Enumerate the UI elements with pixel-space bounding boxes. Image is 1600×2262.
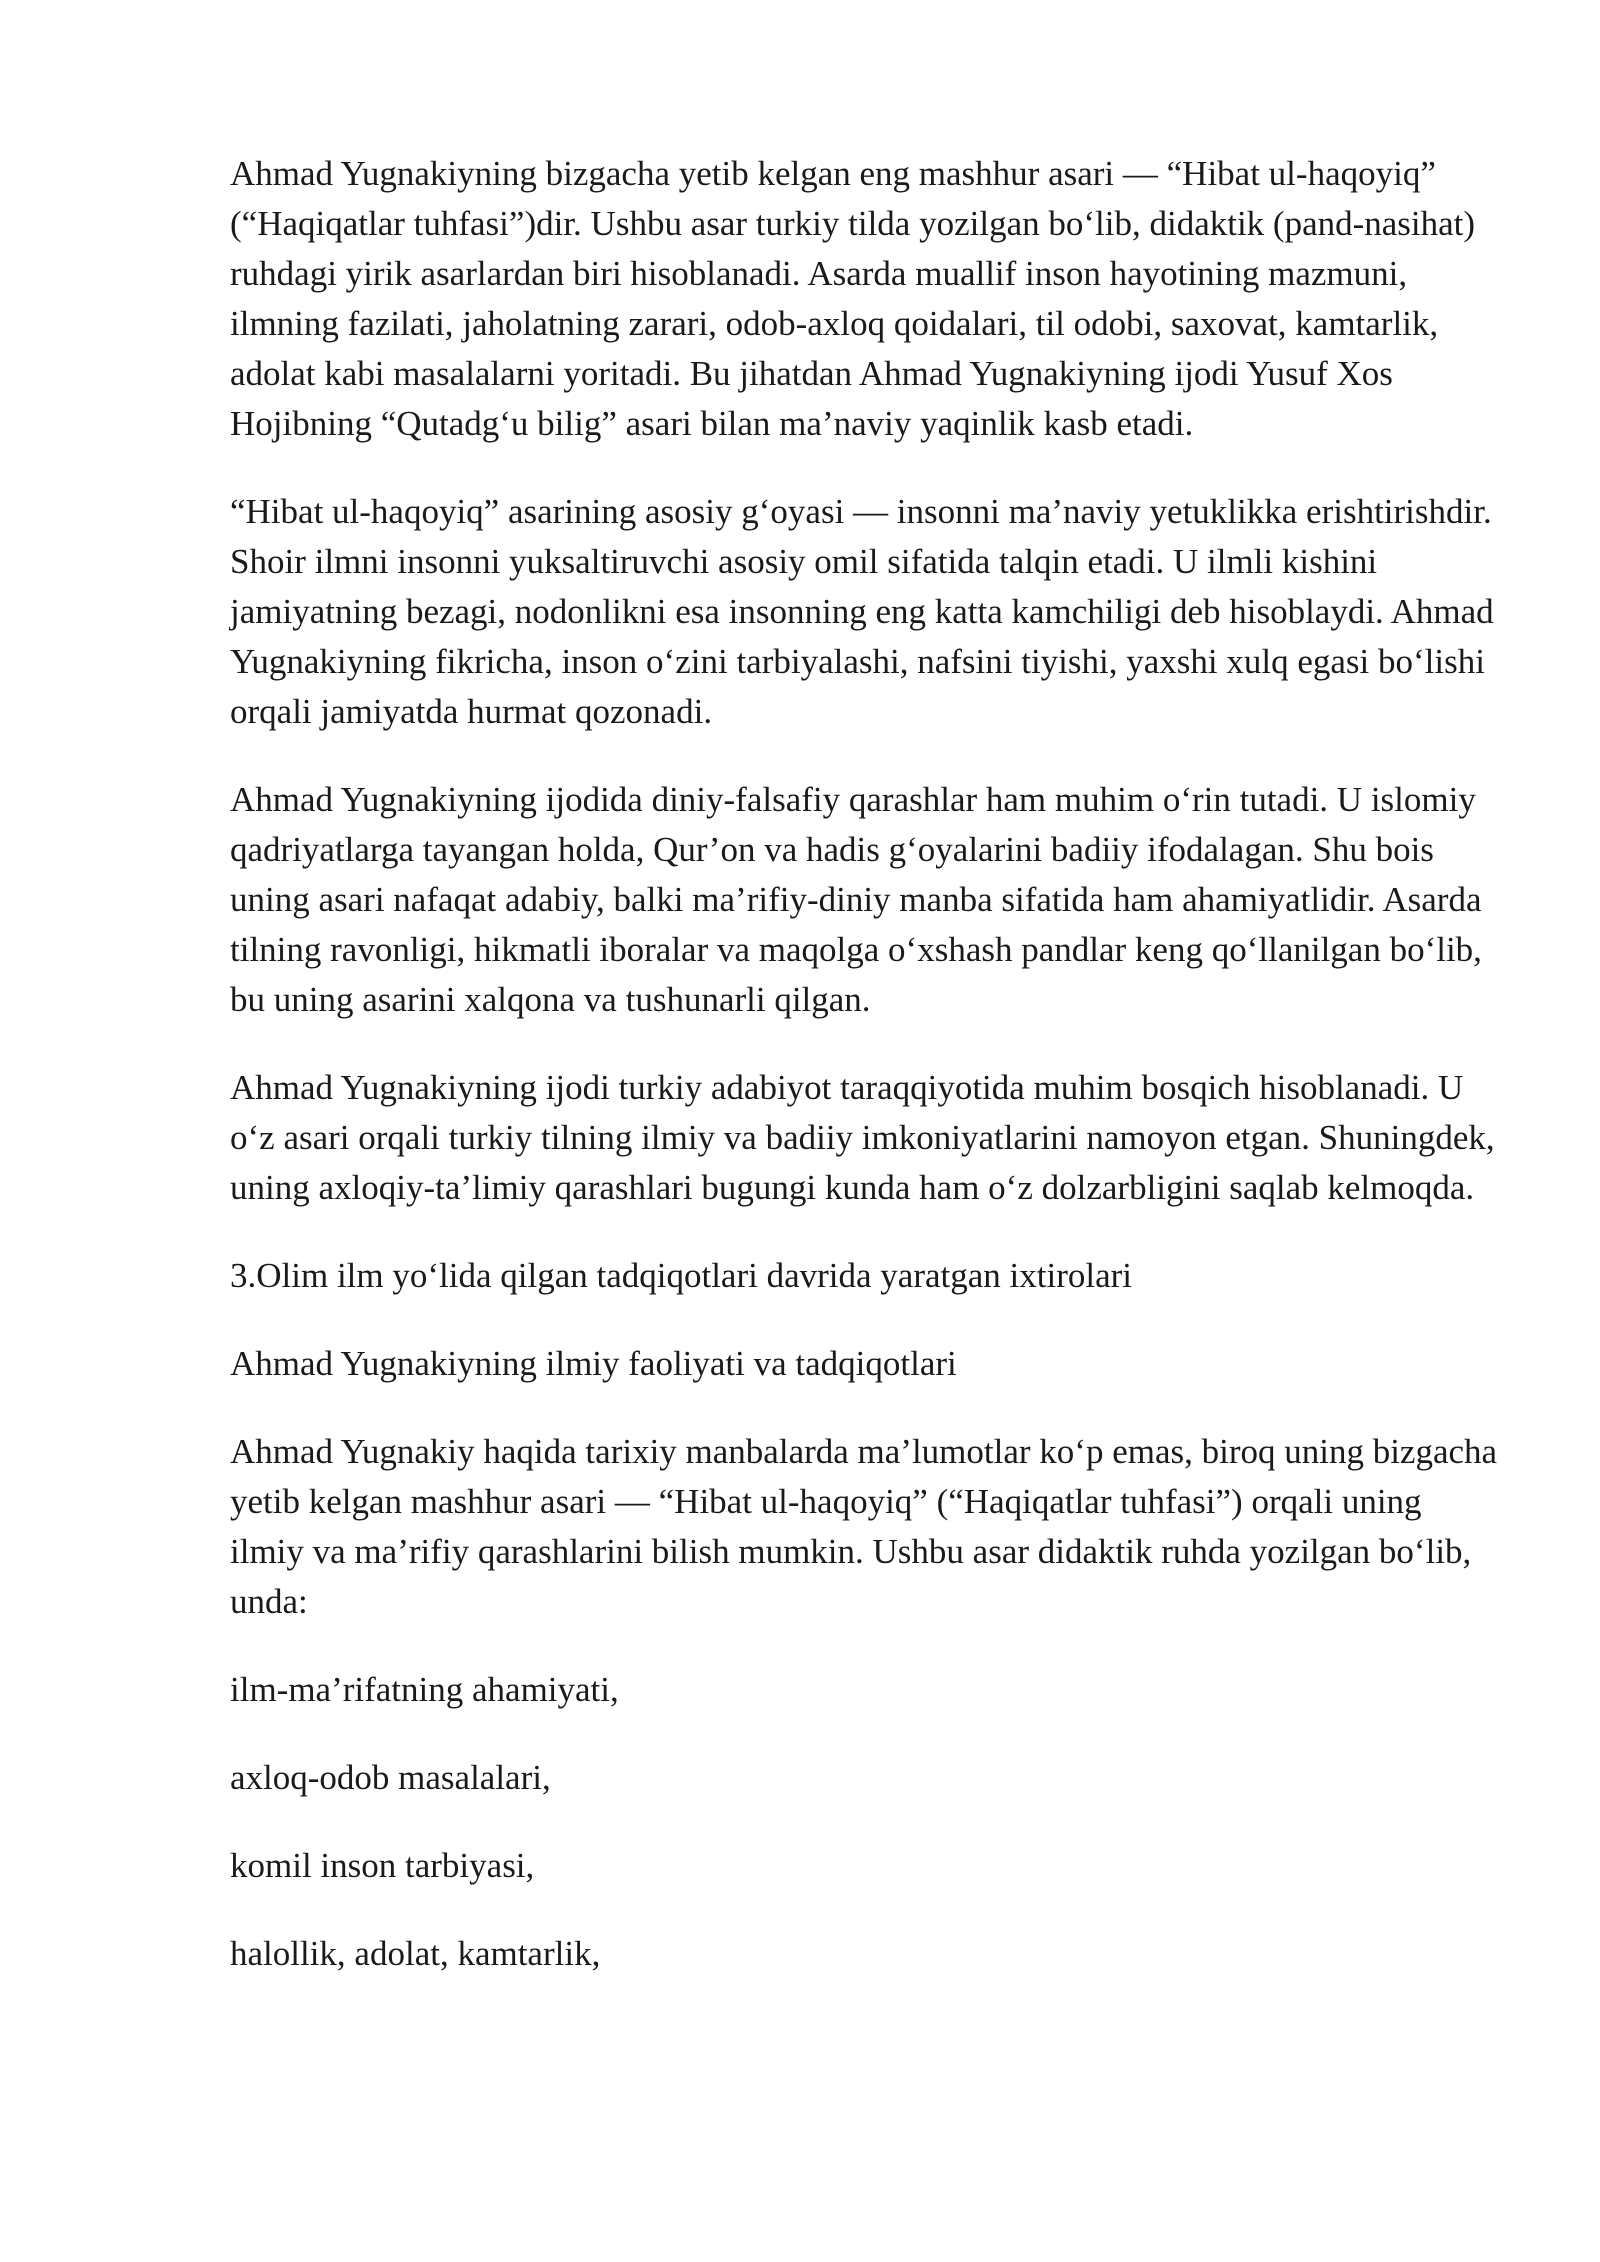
document-body bbox=[230, 149, 1500, 2017]
paragraph-research: Ahmad Yugnakiy haqida tarixiy manbalarda ma’lumotlar ko‘p emas, biroq uning bizgacha yetib kelgan mashhur asari — “Hibat ul-haqoyiq” (“Haqiqatlar tuhfasi”) orqali uning ilmiy va ma’rifiy qarashlarini bilish mumkin. Ushbu asar didaktik ruhda yozilgan bo‘lib, unda: bbox=[230, 1432, 1498, 1621]
list-item: ilm-ma’rifatning ahamiyati, bbox=[230, 1670, 619, 1709]
paragraph-significance: Ahmad Yugnakiyning ijodi turkiy adabiyot taraqqiyotida muhim bosqich hisoblanadi. U o‘z asari orqali turkiy tilning ilmiy va badiiy imkoniyatlarini namoyon etgan. Shuningdek, uning axloqiy-ta’limiy qarashlari bugungi kunda ham o‘z dolzarbligini saqlab kelmoqda. bbox=[230, 1068, 1495, 1207]
paragraph-religious-views: Ahmad Yugnakiyning ijodida diniy-falsafiy qarashlar ham muhim o‘rin tutadi. U islomiy qadriyatlarga tayangan holda, Qur’on va hadis g‘oyalarini badiiy ifodalagan. Shu bois uning asari nafaqat adabiy, balki ma’rifiy-diniy manba sifatida ham ahamiyatlidir. Asarda tilning ravonligi, hikmatli iboralar va maqolga o‘xshash pandlar keng qo‘llanilgan bo‘lib, bu uning asarini xalqona va tushunarli qilgan. bbox=[230, 780, 1482, 1019]
list-item: axloq-odob masalalari, bbox=[230, 1758, 551, 1797]
paragraph-main-idea: “Hibat ul-haqoyiq” asarining asosiy g‘oyasi — insonni ma’naviy yetuklikka erishtirishdir. Shoir ilmni insonni yuksaltiruvchi asosiy omil sifatida talqin etadi. U ilmli kishini jamiyatning bezagi, nodonlikni esa insonning eng katta kamchiligi deb hisoblaydi. Ahmad Yugnakiyning fikricha, inson o‘zini tarbiyalashi, nafsini tiyishi, yaxshi xulq egasi bo‘lishi orqali jamiyatda hurmat qozonadi. bbox=[230, 492, 1494, 731]
section-heading: 3.Olim ilm yo‘lida qilgan tadqiqotlari davrida yaratgan ixtirolari bbox=[230, 1256, 1132, 1295]
list-item: halollik, adolat, kamtarlik, bbox=[230, 1934, 601, 1973]
list-item: komil inson tarbiyasi, bbox=[230, 1846, 535, 1885]
paragraph-intro: Ahmad Yugnakiyning bizgacha yetib kelgan eng mashhur asari — “Hibat ul-haqoyiq” (“Haqiqatlar tuhfasi”)dir. Ushbu asar turkiy tilda yozilgan bo‘lib, didaktik (pand-nasihat) ruhdagi yirik asarlardan biri hisoblanadi. Asarda muallif inson hayotining mazmuni, ilmning fazilati, jaholatning zarari, odob-axloq qoidalari, til odobi, saxovat, kamtarlik, adolat kabi masalalarni yoritadi. Bu jihatdan Ahmad Yugnakiyning ijodi Yusuf Xos Hojibning “Qutadg‘u bilig” asari bilan ma’naviy yaqinlik kasb etadi. bbox=[230, 154, 1476, 443]
subsection-heading: Ahmad Yugnakiyning ilmiy faoliyati va tadqiqotlari bbox=[230, 1344, 957, 1383]
